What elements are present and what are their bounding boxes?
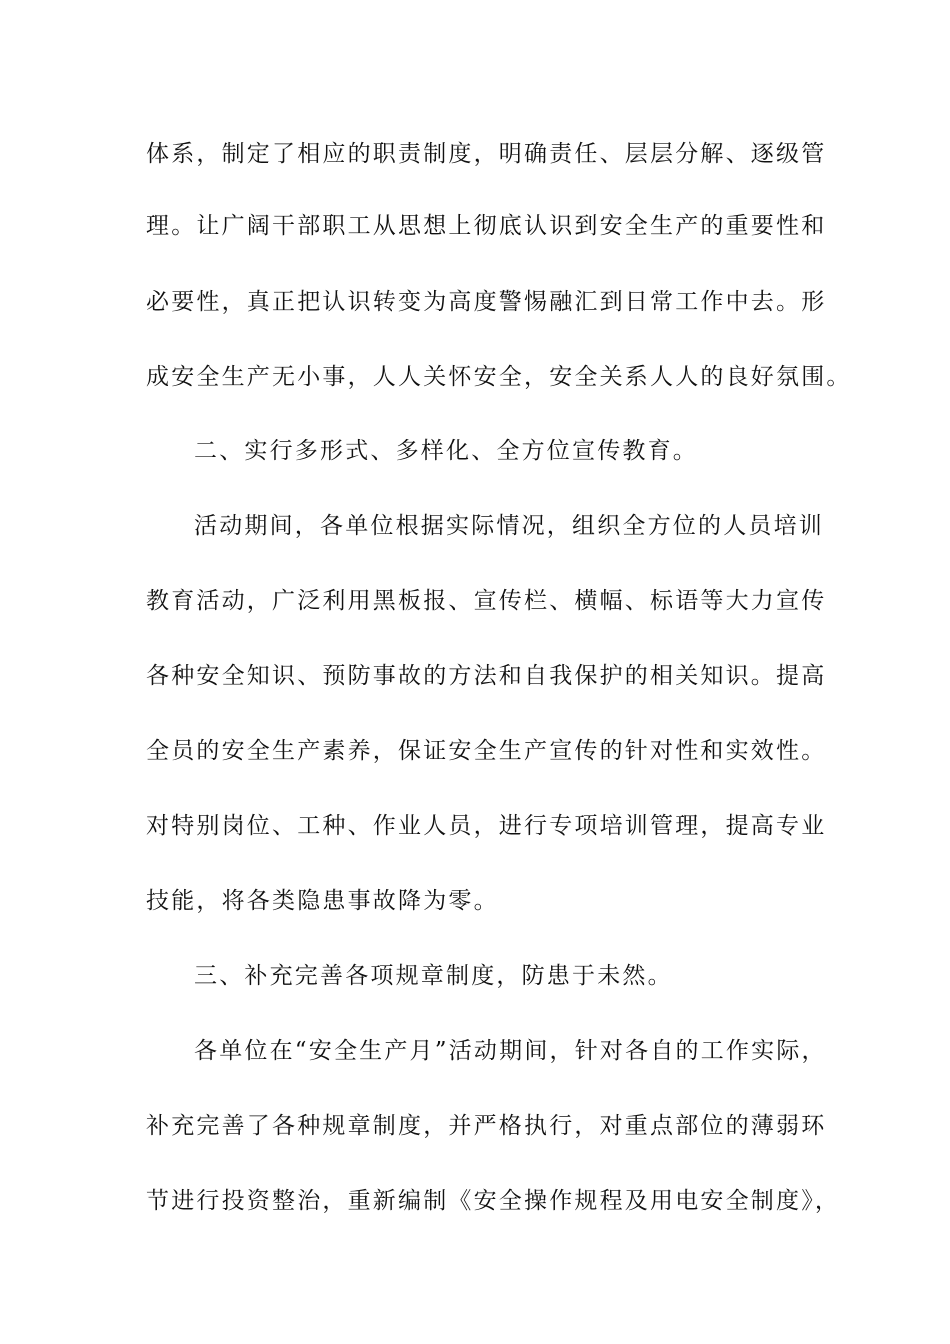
paragraph-line: 理。让广阔干部职工从思想上彻底认识到安全生产的重要性和 (146, 213, 827, 239)
paragraph-line: 各单位在“安全生产月”活动期间，针对各自的工作实际， (194, 1038, 827, 1064)
paragraph-line: 教育活动，广泛利用黑板报、宣传栏、横幅、标语等大力宣传 (146, 588, 827, 614)
paragraph-line: 技能，将各类隐患事故降为零。 (146, 888, 499, 914)
paragraph-line: 补充完善了各种规章制度，并严格执行，对重点部位的薄弱环 (146, 1113, 827, 1139)
section-heading: 二、实行多形式、多样化、全方位宣传教育。 (194, 438, 698, 464)
paragraph-line: 成安全生产无小事，人人关怀安全，安全关系人人的良好氛围。 (146, 364, 852, 390)
paragraph-line: 活动期间，各单位根据实际情况，组织全方位的人员培训 (194, 513, 824, 539)
paragraph-line: 必要性，真正把认识转变为高度警惕融汇到日常工作中去。形 (146, 289, 827, 315)
paragraph-line: 体系，制定了相应的职责制度，明确责任、层层分解、逐级管 (146, 141, 827, 167)
section-heading: 三、补充完善各项规章制度，防患于未然。 (194, 963, 673, 989)
paragraph-line: 全员的安全生产素养，保证安全生产宣传的针对性和实效性。 (146, 738, 827, 764)
paragraph-line: 节进行投资整治，重新编制《安全操作规程及用电安全制度》， (146, 1188, 841, 1214)
paragraph-line: 对特别岗位、工种、作业人员，进行专项培训管理，提高专业 (146, 813, 827, 839)
paragraph-line: 各种安全知识、预防事故的方法和自我保护的相关知识。提高 (146, 663, 827, 689)
